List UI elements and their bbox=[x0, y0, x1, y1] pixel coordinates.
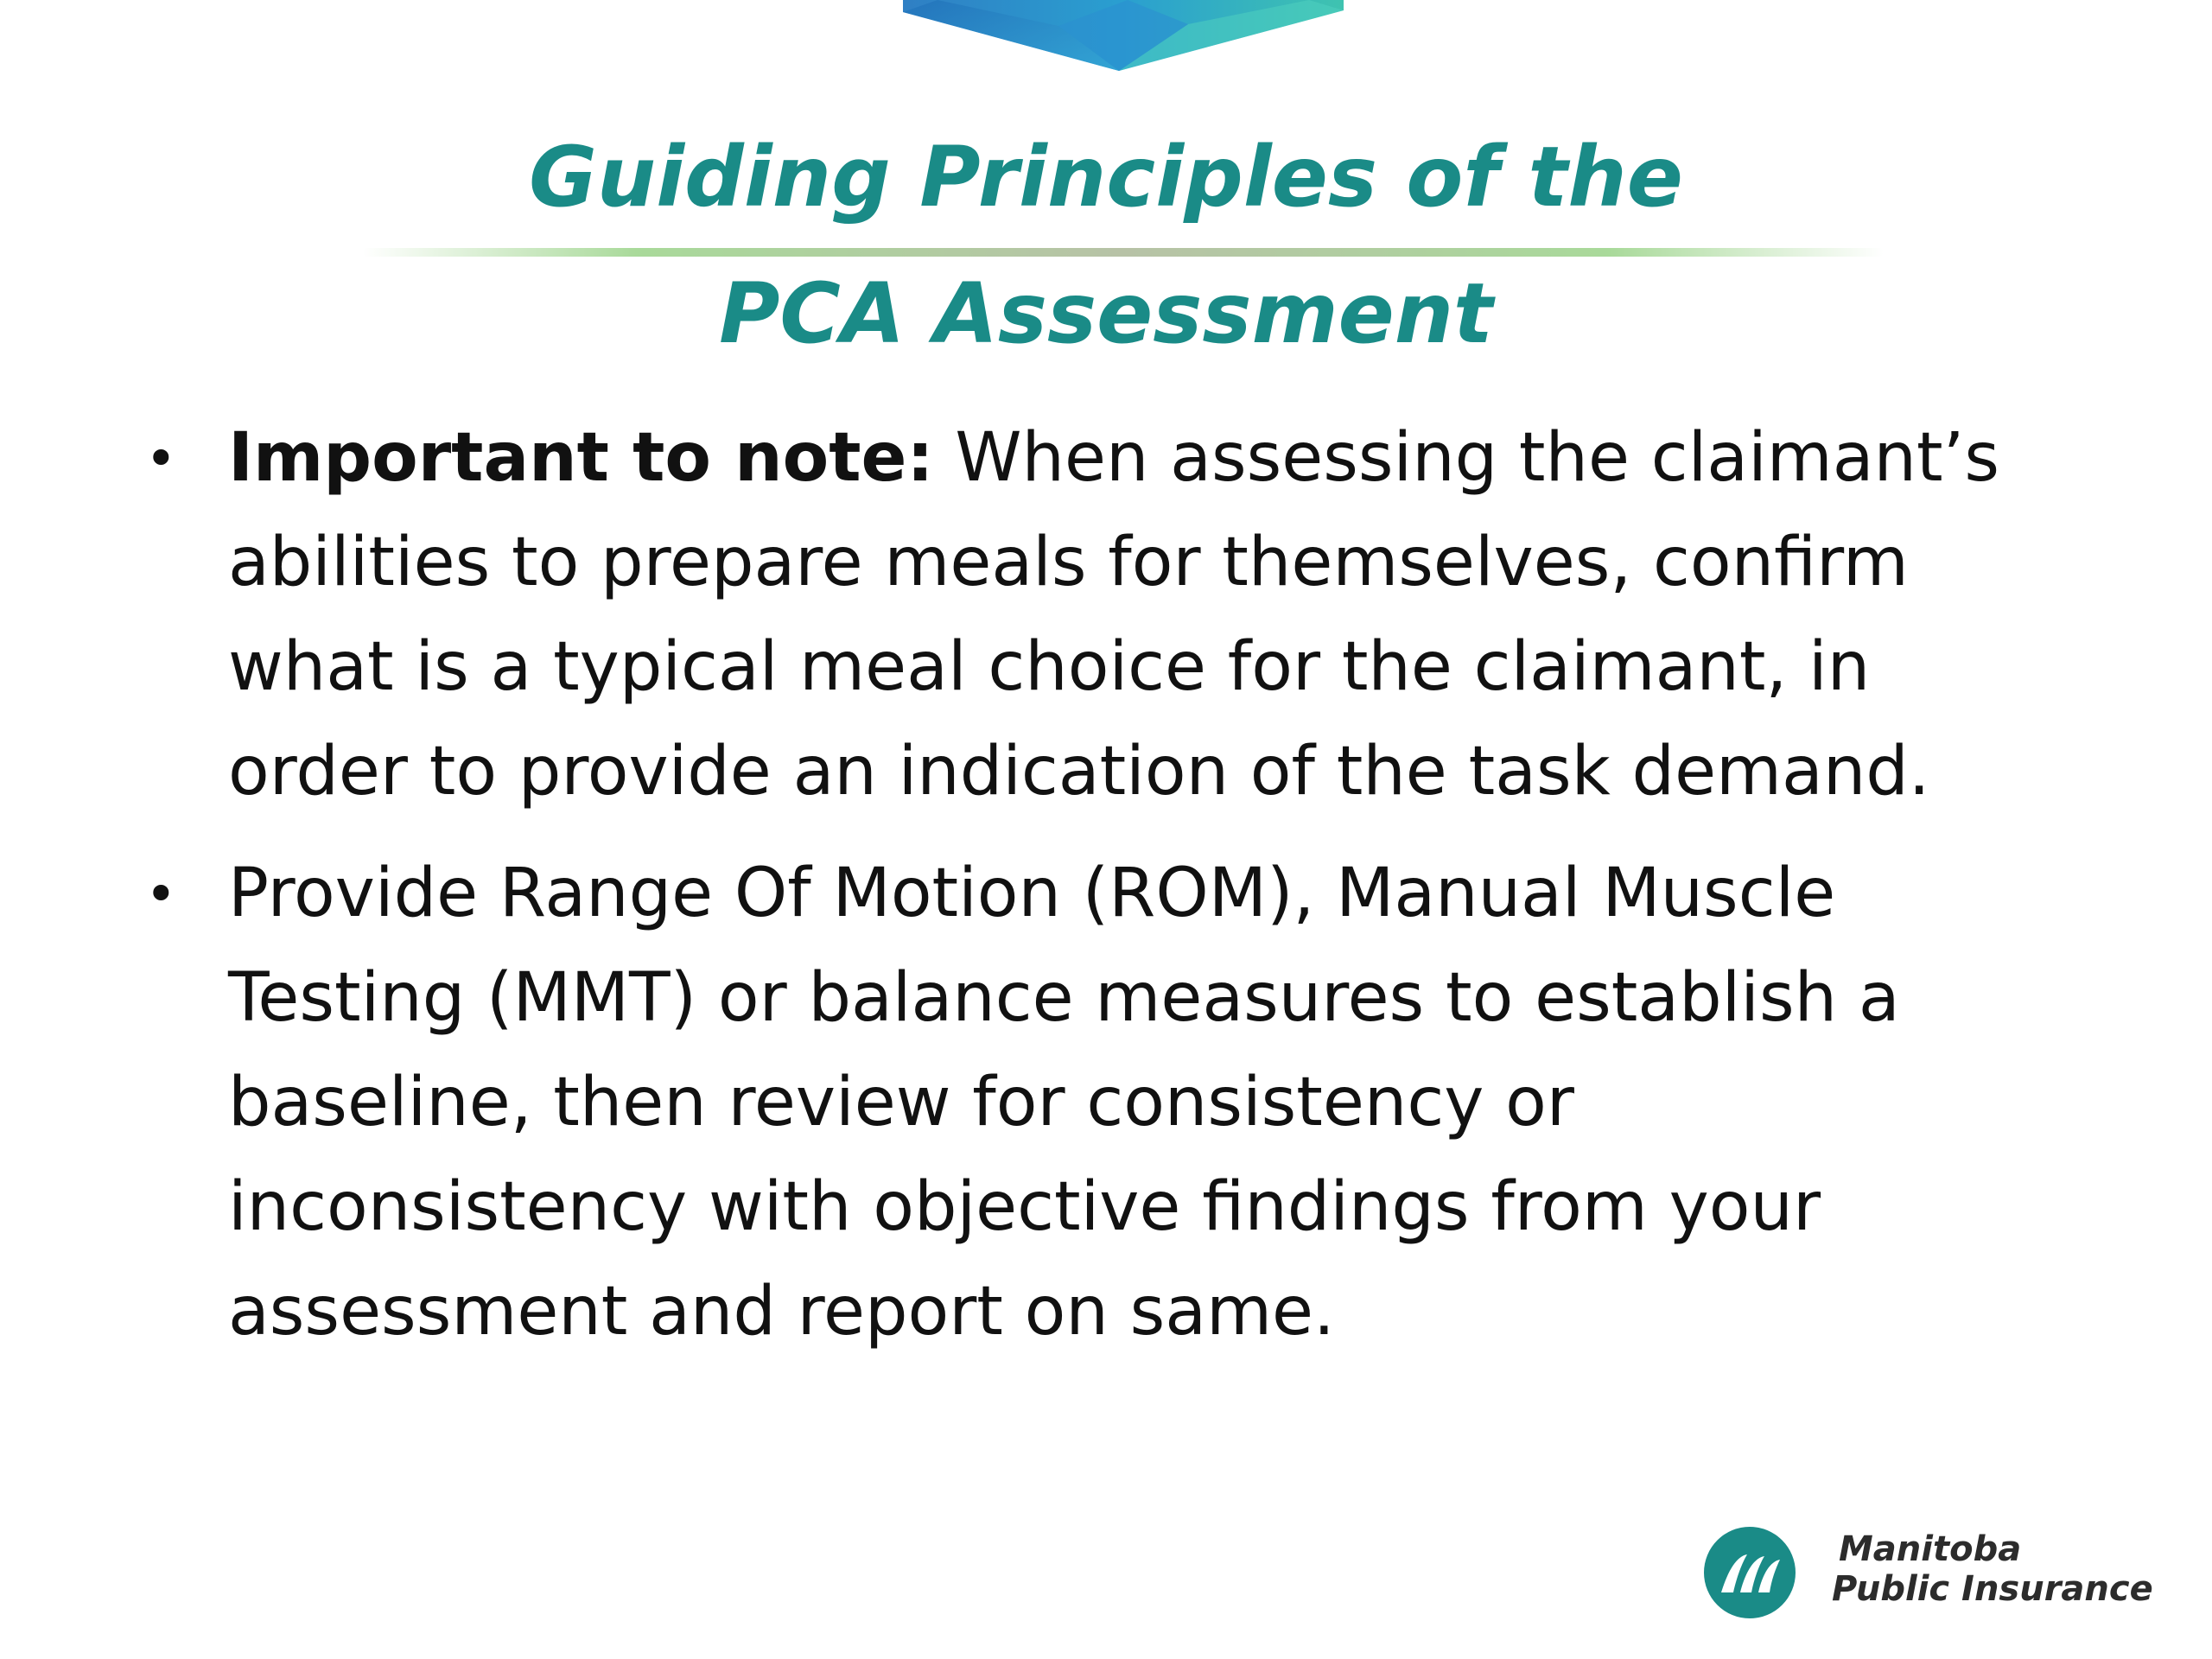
mpi-logo-icon bbox=[1702, 1525, 1797, 1620]
logo-text-line-2: Public Insurance bbox=[1832, 1569, 2153, 1609]
bullet-line: inconsistency with objective findings from your bbox=[228, 1168, 1821, 1246]
logo-text-line-1: Manitoba bbox=[1839, 1529, 2022, 1569]
bullet-text: When assessing the claimant’s bbox=[933, 419, 1999, 497]
decorative-header-banner bbox=[903, 0, 1344, 71]
slide-title-line-1: Guiding Principles of the bbox=[529, 129, 1683, 226]
bullet-line: what is a typical meal choice for the claimant, in bbox=[228, 628, 1871, 706]
slide-title-line-2: PCA Assessment bbox=[719, 265, 1493, 362]
bullet-icon: • bbox=[145, 427, 177, 490]
bullet-item-meal-preparation bbox=[138, 406, 2056, 824]
bullet-line: baseline, then review for consistency or bbox=[228, 1064, 1574, 1141]
bullet-line: assessment and report on same. bbox=[228, 1273, 1335, 1351]
bullet-line bbox=[228, 406, 2056, 511]
logo-wordmark bbox=[1832, 1529, 2153, 1609]
company-logo bbox=[1702, 1522, 2152, 1626]
bullet-line: Provide Range Of Motion (ROM), Manual Muscle bbox=[228, 855, 1836, 932]
bold-lead-text: Important to note: bbox=[228, 419, 934, 497]
bullet-list bbox=[138, 406, 2056, 1382]
bullet-line: order to provide an indication of the task demand. bbox=[228, 733, 1930, 810]
title-divider-rule bbox=[363, 248, 1884, 257]
bullet-line: Testing (MMT) or balance measures to establish a bbox=[228, 959, 1900, 1037]
bullet-item-rom-mmt-measures bbox=[138, 842, 2056, 1364]
bullet-line: abilities to prepare meals for themselves, confirm bbox=[228, 524, 1909, 601]
bullet-icon: • bbox=[145, 862, 177, 925]
